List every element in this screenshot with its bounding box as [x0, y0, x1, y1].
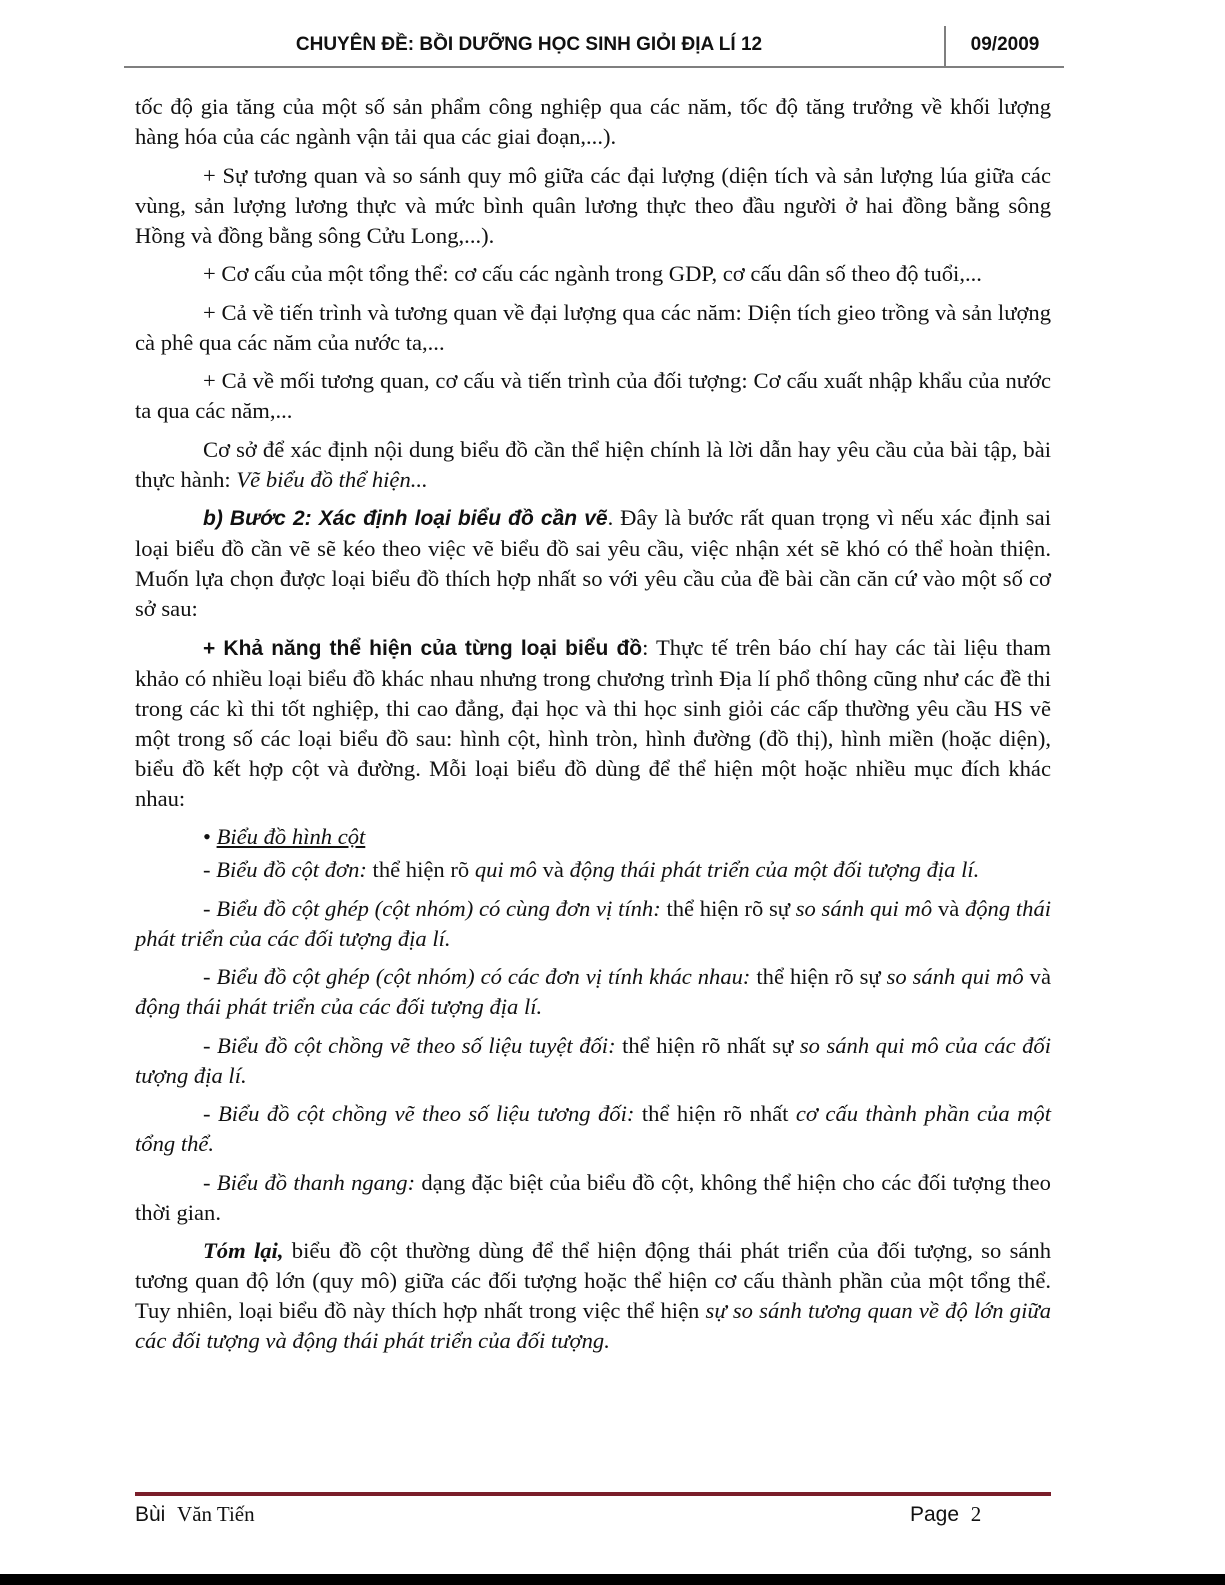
footer-page: Page 2: [910, 1502, 982, 1526]
document-title: CHUYÊN ĐỀ: BỒI DƯỠNG HỌC SINH GIỎI ĐỊA LÍ 12: [295, 34, 763, 55]
summary-lead: Tóm lại,: [203, 1238, 284, 1263]
list-item: - Biểu đồ cột đơn: thể hiện rõ qui mô và động thái phát triển của một đối tượng địa lí.: [203, 857, 980, 882]
list-item: - Biểu đồ cột chồng vẽ theo số liệu tuyệt đối: thể hiện rõ nhất sự so sánh qui mô của các đối tượng địa lí.: [135, 1032, 1051, 1088]
document-body: [135, 92, 1051, 1365]
bullet-mark: •: [203, 824, 211, 849]
page-header: [124, 26, 1064, 68]
document-date: 09/2009: [970, 34, 1040, 55]
footer-divider: [135, 1492, 1051, 1496]
paragraph: + Cả về tiến trình và tương quan về đại lượng qua các năm: Diện tích gieo trồng và sản lượng cà phê qua các năm của nước ta,...: [135, 299, 1051, 355]
bullet-item: [135, 822, 1051, 852]
paragraph: + Sự tương quan và so sánh quy mô giữa các đại lượng (diện tích và sản lượng lúa giữa các vùng, sản lượng lương thực và mức bình quân lương thực theo đầu người ở hai đồng bằng sông Hồng và đồng bằng sông Cửu Long,...).: [135, 162, 1051, 248]
paragraph: Cơ sở để xác định nội dung biểu đồ cần thể hiện chính là lời dẫn hay yêu cầu của bài tập, bài thực hành: Vẽ biểu đồ thể hiện...: [135, 436, 1051, 492]
step-2-heading: b) Bước 2: Xác định loại biểu đồ cần vẽ: [203, 507, 608, 530]
paragraph: + Cả về mối tương quan, cơ cấu và tiến trình của đối tượng: Cơ cấu xuất nhập khẩu của nước ta qua các năm,...: [135, 368, 1051, 423]
chart-capability-heading: + Khả năng thể hiện của từng loại biểu đồ: [203, 636, 643, 660]
step-2-paragraph: b) Bước 2: Xác định loại biểu đồ cần vẽ. Đây là bước rất quan trọng vì nếu xác định sai loại biểu đồ cần vẽ sẽ kéo theo việc vẽ biểu đồ sai yêu cầu, việc nhận xét sẽ khó có thể hoàn thiện. Muốn lựa chọn được loại biểu đồ thích hợp nhất so với yêu cầu của đề bài cần căn cứ vào một số cơ sở sau:: [135, 505, 1051, 621]
list-item: - Biểu đồ thanh ngang: dạng đặc biệt của biểu đồ cột, không thể hiện cho các đối tượng theo thời gian.: [135, 1169, 1051, 1225]
bullet-title: Biểu đồ hình cột: [216, 824, 366, 849]
summary-paragraph: Tóm lại, biểu đồ cột thường dùng để thể hiện động thái phát triển của đối tượng, so sánh tương quan độ lớn (quy mô) giữa các đối tượng hoặc thể hiện cơ cấu thành phần của một tổng thể. Tuy nhiên, loại biểu đồ này thích hợp nhất trong việc thể hiện sự so sánh tương quan về độ lớn giữa các đối tượng và động thái phát triển của đối tượng.: [135, 1238, 1051, 1353]
paragraph: + Cơ cấu của một tổng thể: cơ cấu các ngành trong GDP, cơ cấu dân số theo độ tuổi,...: [203, 261, 982, 286]
footer-author: Bùi Văn Tiến: [135, 1502, 255, 1526]
list-item: - Biểu đồ cột chồng vẽ theo số liệu tương đối: thể hiện rõ nhất cơ cấu thành phần của một tổng thể.: [135, 1101, 1051, 1156]
list-item: - Biểu đồ cột ghép (cột nhóm) có các đơn vị tính khác nhau: thể hiện rõ sự so sánh qui mô và động thái phát triển của các đối tượng địa lí.: [135, 964, 1051, 1019]
page-bottom-edge: [0, 1574, 1225, 1585]
page-number: 2: [970, 1502, 982, 1526]
list-item: - Biểu đồ cột ghép (cột nhóm) có cùng đơn vị tính: thể hiện rõ sự so sánh qui mô và động thái phát triển của các đối tượng địa lí.: [135, 895, 1052, 951]
paragraph: tốc độ gia tăng của một số sản phẩm công nghiệp qua các năm, tốc độ tăng trưởng về khối lượng hàng hóa của các ngành vận tải qua các giai đoạn,...).: [135, 94, 1051, 149]
chart-capability-paragraph: + Khả năng thể hiện của từng loại biểu đồ: Thực tế trên báo chí hay các tài liệu tham khảo có nhiều loại biểu đồ khác nhau nhưng trong chương trình Địa lí phổ thông cũng như các đề thi trong các kì thi tốt nghiệp, thi cao đẳng, đại học và thi học sinh giỏi các cấp thường yêu cầu HS vẽ một trong số các loại biểu đồ sau: hình cột, hình tròn, hình đường (đồ thị), hình miền (hoặc diện), biểu đồ kết hợp cột và đường. Mỗi loại biểu đồ dùng để thể hiện một hoặc nhiều mục đích khác nhau:: [135, 634, 1051, 811]
